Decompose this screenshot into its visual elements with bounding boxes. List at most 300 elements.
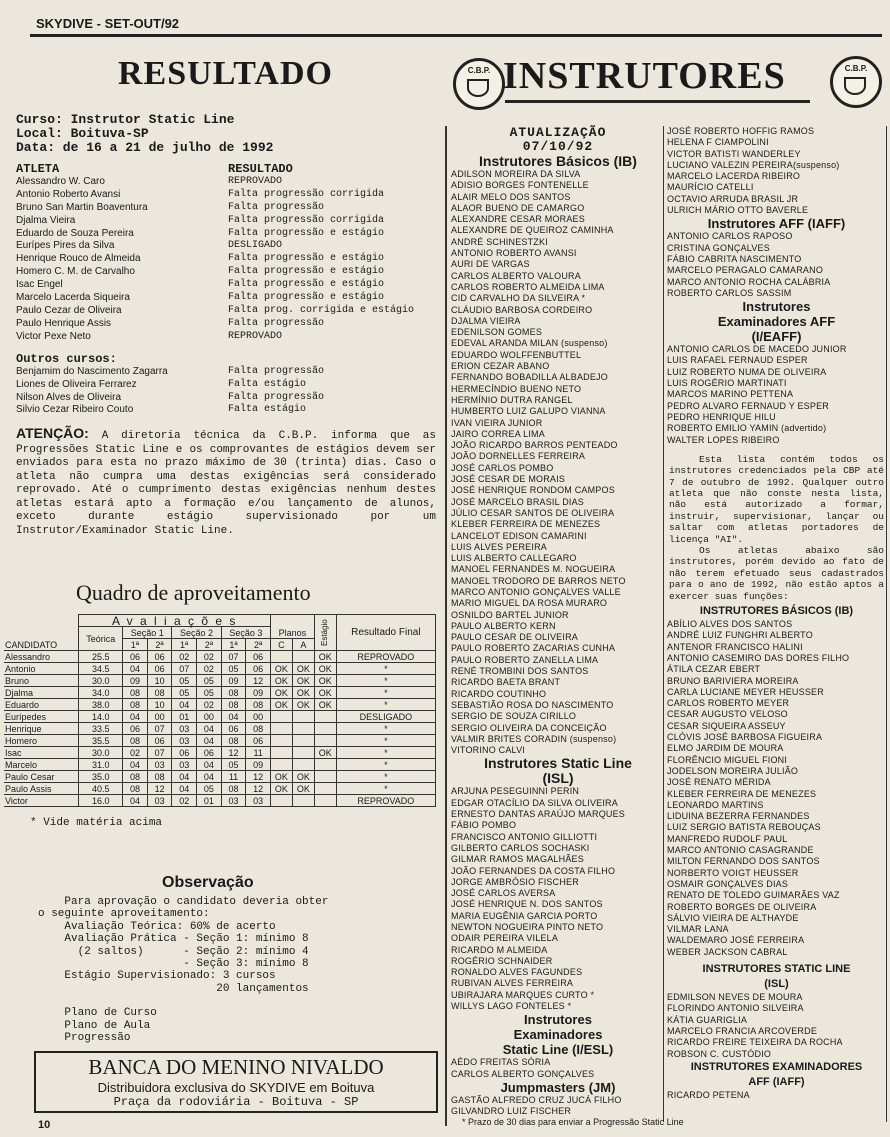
list-item: MANOEL TRODORO DE BARROS NETO [451, 575, 626, 586]
list-item: KLEBER FERREIRA DE MENEZES [451, 519, 601, 530]
list-item: SERGIO DE SOUZA CIRILLO [451, 711, 577, 722]
list-item: JOÃO FERNANDES DA COSTA FILHO [451, 865, 616, 876]
list-item: LUIS ROGÉRIO MARTINATI [667, 378, 787, 389]
list-item: VICTOR BATISTI WANDERLEY [667, 148, 801, 159]
table-cell: 08 [246, 699, 271, 711]
table-cell: 03 [147, 795, 172, 807]
table-cell: OK [314, 747, 336, 759]
jm-list [451, 1095, 665, 1118]
iaff2-title: AFF (IAFF) [748, 1075, 805, 1088]
table-cell: 04 [172, 699, 197, 711]
outros-rows [16, 366, 436, 418]
list-item: EDEVAL ARANDA MILAN (suspenso) [451, 338, 608, 349]
atencao-notice: ATENÇÃO: A diretoria técnica da C.B.P. informa que as Progressões Static Line e os comprovantes de estágios devem ser enviados para esta no prazo máximo de 30 (trinta) dias. Caso o atleta não cumpra uma destas exigências será considerado reprovado. Até o cumprimento destas exigências nenhum destes atletas estará apto a formação e/ou lançamento de alunos, exceto durante estágio supervisionado por um Instrutor/Examinador Static Line. [16, 425, 436, 537]
list-item: SERGIO OLIVEIRA DA CONCEIÇÃO [451, 722, 607, 733]
list-item: HERMÍNIO DUTRA RANGEL [451, 394, 573, 405]
athlete-result: Falta progressão corrigida [228, 188, 385, 200]
observacao-title: Observação [162, 874, 254, 891]
list-item: CLÓVIS JOSÉ BARBOSA FIGUEIRA [667, 732, 823, 743]
table-row [4, 675, 436, 687]
list-item: MAURÍCIO CATELLI [667, 182, 754, 193]
athlete-name: Liones de Oliveira Ferrarez [16, 378, 137, 390]
resultado-title: RESULTADO [118, 55, 333, 92]
table-cell: 35.0 [79, 771, 123, 783]
athlete-name: Homero C. M. de Carvalho [16, 266, 135, 278]
table-cell: 04 [197, 735, 222, 747]
table-cell: 08 [221, 687, 246, 699]
athlete-name: Henrique Rouco de Almeida [16, 253, 141, 265]
list-item: CARLOS ROBERTO MEYER [667, 698, 790, 709]
table-cell: OK [270, 675, 292, 687]
ieaff-title: (I/EAFF) [751, 329, 802, 345]
athlete-result: Falta progressão corrigida [228, 214, 385, 226]
result-row [16, 305, 436, 318]
table-cell: 03 [172, 723, 197, 735]
list-item: MARCELO PERAGALO CAMARANO [667, 265, 824, 276]
isl2-abbr: (ISL) [764, 978, 789, 991]
obs-line: Progressão [38, 1032, 131, 1045]
list-item: MILTON FERNANDO DOS SANTOS [667, 856, 820, 867]
table-cell: 08 [221, 735, 246, 747]
isl-list [451, 786, 665, 1012]
obs-line: - Seção 3: mínimo 8 [38, 958, 309, 971]
list-item: EDGAR OTACÍLIO DA SILVA OLIVEIRA [451, 797, 618, 808]
banca-name: BANCA DO MENINO NIVALDO [88, 1055, 384, 1079]
list-item: LUIS ALVES PEREIRA [451, 541, 547, 552]
result-row [16, 379, 436, 392]
table-cell: * [336, 687, 435, 699]
result-row [16, 189, 436, 202]
list-item: MANFREDO RUDOLF PAUL [667, 833, 788, 844]
list-item: KÁTIA GUARIGLIA [667, 1014, 748, 1025]
list-item: JODELSON MOREIRA JULIÃO [667, 765, 799, 776]
list-item: RICARDO M ALMEIDA [451, 944, 548, 955]
table-cell: OK [314, 651, 336, 663]
table-cell [292, 723, 314, 735]
iaff2-title: INSTRUTORES EXAMINADORES [690, 1060, 863, 1073]
list-item: LUCIANO VALEZIN PEREIRA(suspenso) [667, 159, 840, 170]
table-cell: 38.0 [79, 699, 123, 711]
athlete-result: Falta progressão e estágio [228, 266, 385, 278]
atualizacao-date: 07/10/92 [522, 139, 594, 154]
result-row [16, 366, 436, 379]
athlete-result: Falta progressão [228, 317, 325, 329]
table-cell [314, 723, 336, 735]
athlete-name: Silvio Cezar Ribeiro Couto [16, 404, 134, 416]
list-item: RONALDO ALVES FAGUNDES [451, 967, 583, 978]
list-item: WEBER JACKSON CABRAL [667, 946, 788, 957]
instrutores-title: INSTRUTORES [503, 55, 786, 97]
table-cell: OK [292, 699, 314, 711]
table-cell: 05 [221, 759, 246, 771]
table-row [4, 735, 436, 747]
list-item: EDENILSON GOMES [451, 327, 543, 338]
table-cell: OK [270, 771, 292, 783]
issue-header: SKYDIVE - SET-OUT/92 [36, 16, 180, 31]
list-item: PAULO ROBERTO ZACARIAS CUNHA [451, 643, 616, 654]
table-cell: 35.5 [79, 735, 123, 747]
list-item: ANTENOR FRANCISCO HALINI [667, 641, 803, 652]
table-cell [292, 759, 314, 771]
page-number: 10 [38, 1119, 51, 1131]
list-item: PAULO CESAR DE OLIVEIRA [451, 632, 578, 643]
table-cell: Homero [4, 735, 79, 747]
list-item: JOSÉ CARLOS POMBO [451, 462, 554, 473]
table-cell: 08 [221, 699, 246, 711]
table-cell: OK [292, 675, 314, 687]
list-item: CARLA LUCIANE MEYER HEUSSER [667, 686, 824, 697]
table-cell: 01 [172, 711, 197, 723]
athlete-name: Victor Pexe Neto [16, 330, 91, 342]
outros-title: Outros cursos: [16, 351, 117, 366]
table-cell: 07 [147, 747, 172, 759]
list-item: EDMILSON NEVES DE MOURA [667, 992, 803, 1003]
table-cell: 03 [172, 735, 197, 747]
table-cell: * [336, 747, 435, 759]
list-item: HELENA F CIAMPOLINI [667, 137, 769, 148]
table-cell: Isac [4, 747, 79, 759]
athlete-name: Antonio Roberto Avansi [16, 188, 121, 200]
cbp-logo-icon: C.B.P. [453, 58, 505, 110]
obs-line [38, 995, 328, 1007]
course-location: Local: Boituva-SP [16, 126, 149, 141]
title-underline [505, 100, 810, 103]
list-item: WALTER LOPES RIBEIRO [667, 434, 780, 445]
list-item: ROBERTO BORGES DE OLIVEIRA [667, 901, 817, 912]
athlete-result: REPROVADO [228, 330, 283, 342]
table-row [4, 699, 436, 711]
table-cell: * [336, 675, 435, 687]
iesl-list [451, 1057, 665, 1080]
table-cell: OK [270, 699, 292, 711]
list-item: ROBERTO CARLOS SASSIM [667, 287, 792, 298]
result-row [16, 331, 436, 344]
table-cell: 09 [246, 687, 271, 699]
list-item: PAULO ROBERTO ZANELLA LIMA [451, 654, 599, 665]
list-item: WALDEMARO JOSÉ FERREIRA [667, 935, 805, 946]
list-item: CARLOS ROBERTO ALMEIDA LIMA [451, 281, 605, 292]
table-cell: * [336, 759, 435, 771]
result-row [16, 228, 436, 241]
obs-line: Estágio Supervisionado: 3 cursos [38, 970, 276, 983]
obs-line: Plano de Aula [38, 1019, 151, 1032]
table-row [4, 687, 436, 699]
table-cell: 04 [197, 759, 222, 771]
list-item: VALMIR BRITES CORADIN (suspenso) [451, 733, 617, 744]
table-cell: 06 [246, 735, 271, 747]
list-item: FLORINDO ANTONIO SILVEIRA [667, 1003, 804, 1014]
table-cell: 05 [172, 687, 197, 699]
table-cell: 06 [197, 747, 222, 759]
iesl-title: Instrutores [524, 1012, 592, 1028]
jm-title: Jumpmasters (JM) [500, 1079, 616, 1095]
list-item: MARCO ANTONIO GONÇALVES VALLE [451, 586, 621, 597]
table-cell [314, 771, 336, 783]
course-name: Curso: Instrutor Static Line [16, 112, 235, 127]
table-cell: 25.5 [79, 651, 123, 663]
obs-line: Para aprovação o candidato deveria obter [38, 896, 329, 908]
table-cell: 08 [123, 771, 148, 783]
table-row [4, 747, 436, 759]
table-cell [270, 747, 292, 759]
iaff2-list [667, 1090, 886, 1101]
result-row [16, 279, 436, 292]
table-row [4, 651, 436, 663]
list-item: ROBERTO EMILIO YAMIN (advertido) [667, 423, 827, 434]
table-cell: OK [292, 771, 314, 783]
quadro-title: Quadro de aproveitamento [76, 580, 311, 605]
table-cell: 03 [147, 759, 172, 771]
list-item: ADILSON MOREIRA DA SILVA [451, 169, 581, 179]
table-cell: 00 [197, 711, 222, 723]
table-cell: OK [292, 663, 314, 675]
list-item: LUIZ ROBERTO NUMA DE OLIVEIRA [667, 366, 827, 377]
result-row [16, 292, 436, 305]
list-item: AURI DE VARGAS [451, 259, 530, 270]
athlete-name: Paulo Henrique Assis [16, 317, 112, 329]
table-row [4, 795, 436, 807]
table-cell: 08 [123, 687, 148, 699]
list-item: ANDRÉ SCHINESTZKI [451, 236, 548, 247]
obs-line: (2 saltos) - Seção 2: mínimo 4 [38, 945, 309, 958]
list-item: LUIS RAFAEL FERNAUD ESPER [667, 355, 808, 366]
list-item: IVAN VIEIRA JUNIOR [451, 417, 543, 428]
table-cell: 16.0 [79, 795, 123, 807]
table-cell [314, 795, 336, 807]
table-cell: 31.0 [79, 759, 123, 771]
course-info [16, 113, 436, 155]
table-cell: OK [314, 675, 336, 687]
table-cell: * [336, 735, 435, 747]
table-cell [270, 723, 292, 735]
list-item: ALAIR MELO DOS SANTOS [451, 191, 571, 202]
table-cell: 03 [246, 795, 271, 807]
list-item: CESAR SIQUEIRA ASSEUY [667, 720, 786, 731]
list-item: HUMBERTO LUIZ GALUPO VIANNA [451, 406, 606, 417]
list-item: JORGE AMBRÓSIO FISCHER [451, 876, 579, 887]
athlete-name: Eduardo de Souza Pereira [16, 227, 134, 239]
table-cell: 06 [147, 651, 172, 663]
table-cell: 04 [123, 663, 148, 675]
athlete-name: Alessandro W. Caro [16, 175, 105, 187]
table-cell: * [336, 663, 435, 675]
table-cell: 12 [246, 783, 271, 795]
table-cell: 05 [172, 675, 197, 687]
table-cell: Henrique [4, 723, 79, 735]
ib2-title: INSTRUTORES BÁSICOS (IB) [699, 605, 854, 618]
athlete-result: Falta estágio [228, 378, 307, 390]
list-item: GILMAR RAMOS MAGALHÃES [451, 854, 584, 865]
table-cell: OK [314, 687, 336, 699]
table-cell: OK [314, 699, 336, 711]
list-item: FÁBIO CABRITA NASCIMENTO [667, 253, 802, 264]
table-cell: 08 [123, 735, 148, 747]
athlete-name: Djalma Vieira [16, 214, 76, 226]
table-cell: 02 [172, 795, 197, 807]
table-cell: 07 [221, 651, 246, 663]
table-cell: OK [292, 687, 314, 699]
list-item: FERNANDO BOBADILLA ALBADEJO [451, 372, 608, 383]
result-row [16, 318, 436, 331]
table-row [4, 783, 436, 795]
table-cell: 04 [123, 759, 148, 771]
list-item: RICARDO BAETA BRANT [451, 677, 561, 688]
table-cell: * [336, 783, 435, 795]
table-cell: REPROVADO [336, 795, 435, 807]
athlete-result: DESLIGADO [228, 240, 283, 252]
cbp-logo-icon: C.B.P. [830, 56, 882, 108]
list-item: BRUNO BARIVIERA MOREIRA [667, 675, 799, 686]
list-item: PAULO ALBERTO KERN [451, 620, 556, 631]
table-cell: 04 [221, 711, 246, 723]
athlete-name: Marcelo Lacerda Siqueira [16, 292, 130, 304]
list-item: CRISTINA GONÇALVES [667, 242, 770, 253]
list-item: OCTAVIO ARRUDA BRASIL JR [667, 193, 799, 204]
list-item: MARCOS MARINO PETTENA [667, 389, 794, 400]
list-item: CID CARVALHO DA SILVEIRA * [451, 293, 586, 304]
table-cell: DESLIGADO [336, 711, 435, 723]
list-item: FRANCISCO ANTONIO GILLIOTTI [451, 831, 598, 842]
list-item: JOSÉ RENATO MÉRIDA [667, 777, 771, 788]
list-item: CARLOS ALBERTO GONÇALVES [451, 1068, 595, 1079]
list-item: RENATO DE TOLEDO GUIMARÃES VAZ [667, 890, 840, 901]
table-cell: Paulo Cesar [4, 771, 79, 783]
athlete-result: Falta progressão e estágio [228, 253, 385, 265]
instrutores-col-2 [663, 126, 887, 1122]
list-item: ANTONIO CASEMIRO DAS DORES FILHO [667, 653, 850, 663]
table-cell: 04 [197, 723, 222, 735]
list-item: FLORÊNCIO MIGUEL FIONI [667, 754, 788, 765]
athlete-result: Falta prog. corrigida e estágio [228, 304, 415, 316]
list-item: MARCO ANTONIO ROCHA CALÁBRIA [667, 276, 831, 287]
ib2-list [667, 619, 886, 958]
table-cell: 02 [123, 747, 148, 759]
obs-line: 20 lançamentos [38, 982, 309, 995]
table-row [4, 759, 436, 771]
table-cell: 14.0 [79, 711, 123, 723]
iesl-title: Static Line (I/ESL) [502, 1042, 614, 1058]
athlete-result: Falta progressão e estágio [228, 227, 385, 239]
list-item: ANTONIO CARLOS DE MACEDO JUNIOR [667, 344, 847, 355]
list-item: RICARDO COUTINHO [451, 688, 547, 699]
table-row [4, 663, 436, 675]
list-item: MARIO MIGUEL DA ROSA MURARO [451, 598, 608, 609]
table-cell: 07 [172, 663, 197, 675]
table-cell: 05 [221, 663, 246, 675]
resultado-section [16, 113, 436, 538]
result-row [16, 202, 436, 215]
list-item: GASTÃO ALFREDO CRUZ JUCÁ FILHO [451, 1094, 622, 1105]
table-cell: 01 [197, 795, 222, 807]
ieaff-title: Examinadores AFF [717, 314, 836, 330]
list-item: JOSÉ MARCELO BRASIL DIAS [451, 496, 585, 507]
list-item: VITORINO CALVI [451, 745, 525, 756]
list-item: SEBASTIÃO ROSA DO NASCIMENTO [451, 699, 614, 710]
list-item: SÁLVIO VIEIRA DE ALTHAYDE [667, 912, 799, 923]
table-cell: OK [270, 687, 292, 699]
table-cell: 00 [246, 711, 271, 723]
list-item: LIDUINA BEZERRA FERNANDES [667, 811, 810, 822]
list-item: JÚLIO CESAR SANTOS DE OLIVEIRA [451, 507, 615, 518]
list-item: MANOEL FERNANDES M. NOGUEIRA [451, 564, 616, 575]
list-item: ROBSON C. CUSTÓDIO [667, 1048, 772, 1059]
list-item: ANTONIO ROBERTO AVANSI [451, 248, 577, 259]
table-cell: 04 [172, 771, 197, 783]
results-list [16, 163, 436, 344]
table-cell: Victor [4, 795, 79, 807]
table-cell: 06 [221, 723, 246, 735]
table-cell: 06 [123, 651, 148, 663]
table-cell [314, 735, 336, 747]
list-item: CARLOS ALBERTO VALOURA [451, 270, 581, 281]
athlete-result: Falta progressão [228, 391, 325, 403]
list-item: NORBERTO VOIGT HEUSSER [667, 867, 799, 878]
list-item: CLÁUDIO BARBOSA CORDEIRO [451, 304, 593, 315]
table-cell: Antonio [4, 663, 79, 675]
list-item: LUIZ SERGIO BATISTA REBOUÇAS [667, 822, 821, 833]
table-cell: * [336, 699, 435, 711]
list-item: EDUARDO WOLFFENBUTTEL [451, 349, 582, 360]
table-cell: Alessandro [4, 651, 79, 663]
table-cell: 05 [197, 687, 222, 699]
banca-ad [34, 1051, 438, 1113]
athlete-name: Isac Engel [16, 279, 63, 291]
table-cell [292, 735, 314, 747]
table-cell [270, 711, 292, 723]
table-cell: 12 [246, 675, 271, 687]
isl2-title: INSTRUTORES STATIC LINE [702, 963, 851, 976]
info-paragraph: Esta lista contém todos os instrutores credenciados pela CBP até 7 de outubro de 1992. Qualquer outro atleta que não conste nesta lista, não está autorizado a formar, instruir, supervisionar, lançar ou saltar com atletas portadores de licença "AI". [669, 453, 884, 545]
table-cell: 11 [246, 747, 271, 759]
list-item: MARCO ANTONIO CASAGRANDE [667, 845, 814, 856]
result-row [16, 215, 436, 228]
athlete-result: Falta progressão e estágio [228, 279, 385, 291]
table-cell: 00 [147, 711, 172, 723]
table-cell: Paulo Assis [4, 783, 79, 795]
list-item: JOSÉ HENRIQUE N. DOS SANTOS [451, 899, 603, 910]
result-row [16, 404, 436, 417]
list-item: LUIS ALBERTO CALLEGARO [451, 553, 577, 564]
list-item: JOÃO RICARDO BARROS PENTEADO [451, 440, 618, 451]
list-item: AÉDO FREITAS SÓRIA [451, 1057, 551, 1068]
ib-list [451, 169, 665, 756]
table-cell: 06 [147, 663, 172, 675]
table-cell: 04 [123, 795, 148, 807]
prazo-note: * Prazo de 30 dias para enviar a Progressão Static Line [462, 1117, 684, 1127]
athlete-result: Falta progressão e estágio [228, 292, 385, 304]
list-item: FÁBIO POMBO [451, 820, 517, 831]
table-cell: 06 [123, 723, 148, 735]
header-rule [30, 34, 882, 37]
list-item: ODAIR PEREIRA VILELA [451, 933, 559, 944]
list-item: OSNILDO BARTEL JUNIOR [451, 609, 569, 620]
inactive-paragraph: Os atletas abaixo são instrutores, porém devido ao fato de não terem efetuado seus cadastrados para o ano de 1992, não estão aptos a exercer suas funções: [669, 545, 884, 602]
table-cell: 12 [221, 747, 246, 759]
atualizacao-label: ATUALIZAÇÃO [509, 125, 607, 140]
table-cell [270, 651, 292, 663]
list-item: KLEBER FERREIRA DE MENEZES [667, 788, 817, 799]
list-item: PEDRO HENRIQUE HILU [667, 411, 776, 422]
list-item: MARCELO LACERDA RIBEIRO [667, 171, 801, 182]
list-item: ERION CEZAR ABANO [451, 361, 550, 372]
table-cell: 06 [172, 747, 197, 759]
list-item: ALEXANDRE DE QUEIROZ CAMINHA [451, 225, 614, 236]
result-row [16, 240, 436, 253]
isl2-list [667, 992, 886, 1060]
list-item: HERMECÍNDIO BUENO NETO [451, 383, 582, 394]
table-cell: 04 [172, 783, 197, 795]
list-item: ANTONIO CARLOS RAPOSO [667, 231, 793, 242]
